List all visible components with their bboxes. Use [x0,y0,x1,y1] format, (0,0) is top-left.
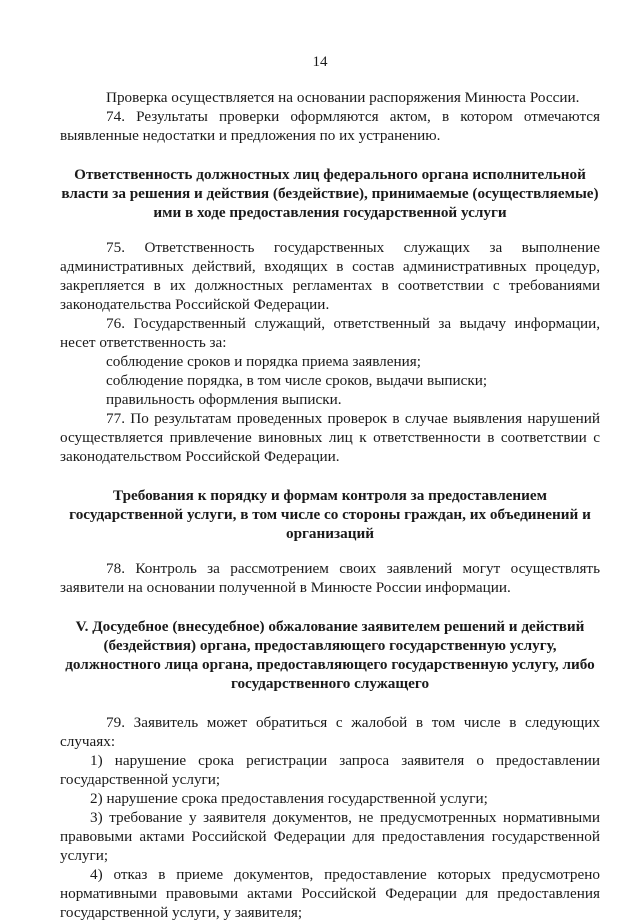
list-item-76-a: соблюдение сроков и порядка приема заявления; [106,353,421,370]
list-item-79-3: 3) требование у заявителя документов, не предусмотренных нормативными правовыми актами Российской Федерации для предоставления государственной услуги; [60,809,600,864]
heading-responsibility: Ответственность должностных лиц федерального органа исполнительной власти за решения и действия (бездействие), принимаемые (осуществляемые) ими в ходе предоставления государственной услуги [61,166,599,221]
list-item-79-4: 4) отказ в приеме документов, предоставление которых предусмотрено нормативными правовыми актами Российской Федерации для предоставления государственной услуги, у заявителя; [60,866,600,921]
paragraph-77: 77. По результатам проведенных проверок в случае выявления нарушений осуществляется привлечение виновных лиц к ответственности в соответствии с законодательством Российской Федерации. [60,410,600,465]
paragraph-75: 75. Ответственность государственных служащих за выполнение административных действий, входящих в состав административных процедур, закрепляется в их должностных регламентах в соответствии с требованиями законодательства Российской Федерации. [60,239,600,313]
heading-control-requirements: Требования к порядку и формам контроля за предоставлением государственной услуги, в том числе со стороны граждан, их объединений и организаций [69,487,591,542]
heading-section-v: V. Досудебное (внесудебное) обжалование заявителем решений и действий (бездействия) органа, предоставляющего государственную услугу, должностного лица органа, предоставляющего государственную услугу, либо государственного служащего [65,618,595,692]
list-item-79-1: 1) нарушение срока регистрации запроса заявителя о предоставлении государственной услуги; [60,752,600,788]
paragraph-79: 79. Заявитель может обратиться с жалобой в том числе в следующих случаях: [60,714,600,750]
page-content [60,88,600,922]
paragraph-intro: Проверка осуществляется на основании распоряжения Минюста России. [106,89,580,106]
page-number: 14 [312,54,328,70]
list-item-76-b: соблюдение порядка, в том числе сроков, выдачи выписки; [106,372,488,389]
paragraph-76: 76. Государственный служащий, ответственный за выдачу информации, несет ответственность за: [60,315,600,351]
paragraph-78: 78. Контроль за рассмотрением своих заявлений могут осуществлять заявители на основании полученной в Минюсте России информации. [60,560,600,596]
list-item-79-2: 2) нарушение срока предоставления государственной услуги; [90,790,488,807]
paragraph-74: 74. Результаты проверки оформляются актом, в котором отмечаются выявленные недостатки и предложения по их устранению. [60,108,600,144]
list-item-76-c: правильность оформления выписки. [106,391,342,408]
